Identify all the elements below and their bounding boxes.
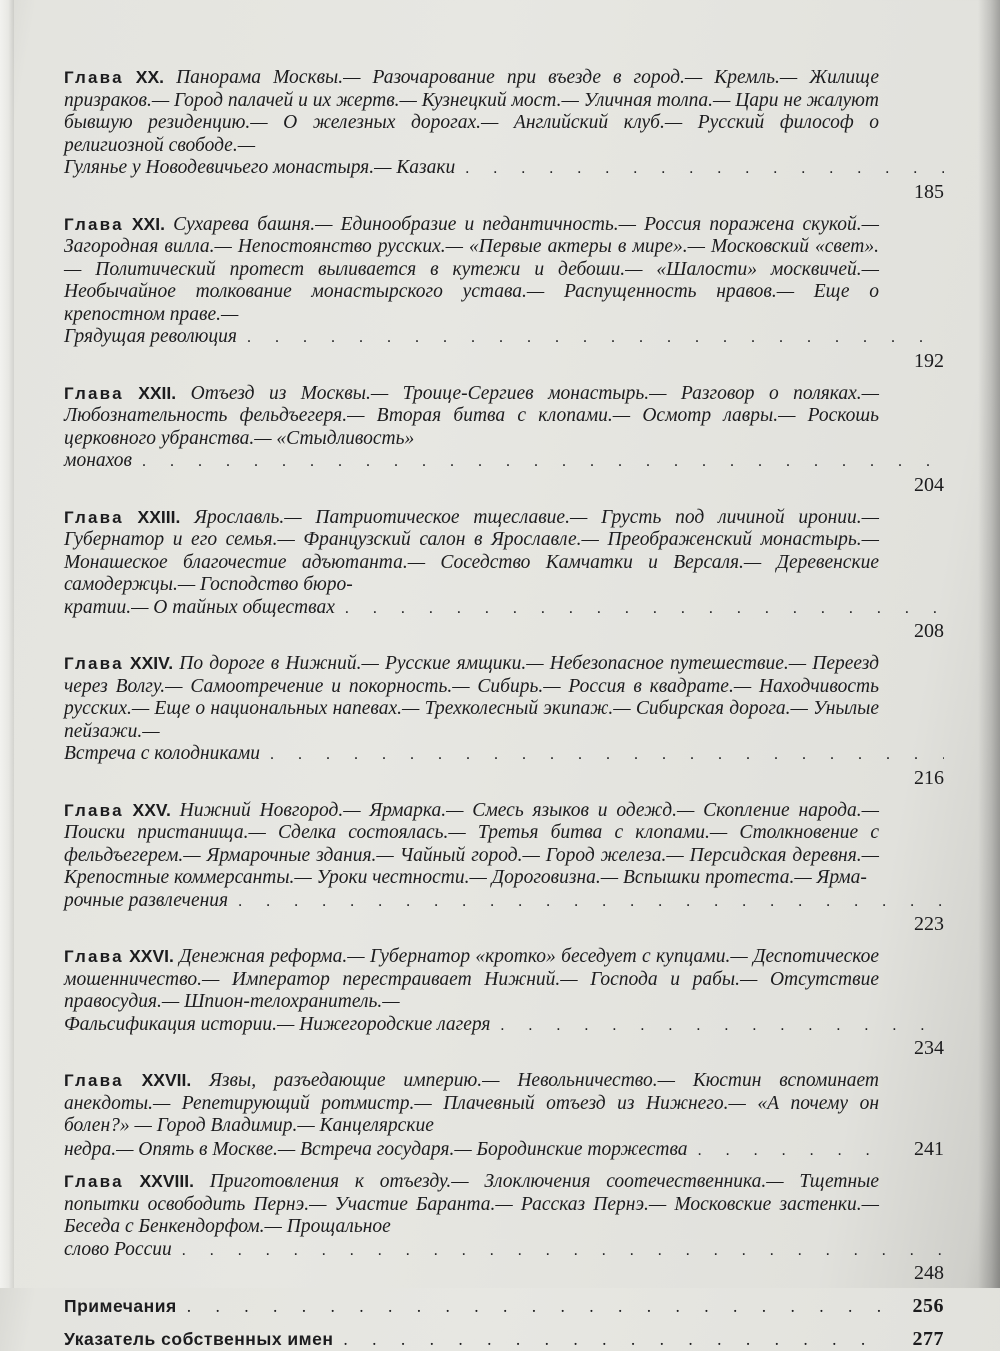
page-number: 192 xyxy=(914,349,944,372)
chapter-label: Глава xyxy=(64,214,124,234)
toc-entry-chapter-25 xyxy=(64,799,944,937)
chapter-number: XXI. xyxy=(131,213,165,234)
chapter-summary: Отъезд из Москвы.— Троице-Сергиев монастырь.— Разговор о поляках.— Любознательность фельдъегеря.— Вторая битва с клопами.— Осмотр лавры.— Роскошь церковного убранства.— «Стыдливость» xyxy=(64,382,880,449)
toc-entry-chapter-21 xyxy=(64,213,944,373)
chapter-summary-last-line: рочные развлечения xyxy=(64,889,229,911)
toc-entry-chapter-23 xyxy=(64,506,944,644)
page-number: 185 xyxy=(914,180,944,203)
chapter-label: Глава xyxy=(64,68,124,87)
leader-dots xyxy=(187,1296,884,1317)
notes-title: Примечания xyxy=(64,1296,177,1316)
toc-entry-chapter-26 xyxy=(64,945,944,1060)
book-gutter-shadow xyxy=(978,0,1000,1288)
leader-dots xyxy=(247,329,944,347)
chapter-summary: Панорама Москвы.— Разочарование при въезде в город.— Кремль.— Жилище призраков.— Город палачей и их жертв.— Кузнецкий мост.— Уличная толпа.— Цари не жалуют бывшую резиденцию.— О железных дорогах.— Английский клуб.— Русский философ о религиозной свободе.— xyxy=(64,67,879,156)
toc-entry-chapter-28 xyxy=(64,1170,944,1285)
leader-dots xyxy=(238,893,944,911)
chapter-number: XX. xyxy=(135,67,165,87)
chapter-summary-last-line: Грядущая революция xyxy=(64,326,237,347)
chapter-label: Глава xyxy=(64,1172,124,1191)
chapter-summary-last-line: слово России xyxy=(64,1238,172,1260)
chapter-summary-last-line: Фальсификация истории.— Нижегородские лагеря xyxy=(64,1013,491,1035)
chapter-number: XXV. xyxy=(132,799,171,820)
page-number: 216 xyxy=(914,766,944,789)
chapter-number: XXII. xyxy=(138,382,177,403)
page-number: 234 xyxy=(914,1037,944,1059)
page-number: 248 xyxy=(914,1262,944,1284)
leader-dots xyxy=(698,1142,884,1160)
chapter-number: XXIV. xyxy=(129,653,174,673)
chapter-summary-last-line: монахов xyxy=(64,450,133,471)
toc-entry-chapter-24 xyxy=(64,652,944,790)
page-number: 241 xyxy=(914,1137,944,1160)
chapter-summary-last-line: Встреча с колодниками xyxy=(64,743,260,764)
chapter-summary-last-line: недра.— Опять в Москве.— Встреча государя.— Бородинские торжества xyxy=(64,1138,688,1160)
chapter-label: Глава xyxy=(64,383,124,403)
chapter-label: Глава xyxy=(64,507,124,527)
leader-dots xyxy=(500,1017,944,1035)
toc-entry-notes xyxy=(64,1295,944,1318)
leader-dots xyxy=(182,1242,944,1260)
chapter-number: XXVI. xyxy=(129,946,174,966)
leader-dots xyxy=(270,746,944,764)
chapter-summary: Денежная реформа.— Губернатор «кротко» беседует с купцами.— Деспотическое мошенничество.— Император перестраивает Нижний.— Господа и рабы.— Отсутствие правосудия.— Шпион-телохранитель.— xyxy=(64,946,880,1012)
chapter-number: XXIII. xyxy=(137,506,181,527)
chapter-summary: Язвы, разъедающие империю.— Невольничество.— Кюстин вспоминает анекдоты.— Репетирующий ротмистр.— Плачевный отъезд из Нижнего.— «А почему он болен?» — Город Владимир.— Канцелярские xyxy=(64,1070,880,1136)
toc-entry-chapter-27 xyxy=(64,1069,944,1161)
leader-dots xyxy=(142,453,944,471)
chapter-number: XXVIII. xyxy=(139,1171,194,1191)
chapter-summary: По дороге в Нижний.— Русские ямщики.— Небезопасное путешествие.— Переезд через Волгу.— Самоотречение и покорность.— Сибирь.— Россия в квадрате.— Находчивость русских.— Еще о национальных напевах.— Трехколесный экипаж.— Сибирская дорога.— Унылые пейзажи.— xyxy=(64,653,880,742)
page-left-edge xyxy=(0,0,14,1288)
chapter-summary: Приготовления к отъезду.— Злоключения соотечественника.— Тщетные попытки освободить Пернэ.— Участие Баранта.— Рассказ Пернэ.— Московские застенки.— Беседа с Бенкендорфом.— Прощальное xyxy=(64,1171,879,1237)
table-of-contents xyxy=(64,66,944,1351)
chapter-summary: Ярославль.— Патриотическое тщеславие.— Грусть под личиной иронии.— Губернатор и его семья.— Французский салон в Ярославле.— Преображенский монастырь.— Монашеское благочестие адъютанта.— Соседство Камчатки и Версаля.— Деревенские самодержцы.— Господство бюро- xyxy=(64,506,879,595)
name-index-title: Указатель собственных имен xyxy=(64,1329,334,1349)
page-number: 256 xyxy=(912,1295,944,1317)
toc-entry-chapter-22 xyxy=(64,382,944,497)
chapter-label: Глава xyxy=(64,947,124,966)
leader-dots xyxy=(465,160,944,178)
leader-dots xyxy=(345,600,944,618)
page-number: 204 xyxy=(914,473,944,496)
toc-entry-name-index xyxy=(64,1328,944,1351)
page-number: 277 xyxy=(912,1328,944,1350)
chapter-label: Глава xyxy=(64,800,124,820)
chapter-summary: Нижний Новгород.— Ярмарка.— Смесь языков и одежд.— Скопление народа.— Поиски пристанища.— Сделка состоялась.— Третья битва с клопами.— Столкновение с фельдъегерем.— Ярмарочные здания.— Чайный город.— Город железа.— Персидская деревня.— Крепостные коммерсанты.— Уроки честности.— Дороговизна.— Вспышки протеста.— Ярма- xyxy=(64,799,880,888)
toc-entry-chapter-20 xyxy=(64,66,944,204)
chapter-summary-last-line: кратии.— О тайных обществах xyxy=(64,596,335,618)
chapter-summary: Сухарева башня.— Единообразие и педантичность.— Россия поражена скукой.— Загородная вилла.— Непостоянство русских.— «Первые актеры в мире».— Московский «свет».— Политический протест выливается в кутежи и дебоши.— «Шалости» москвичей.— Необычайное толкование монастырского устава.— Распущенность нравов.— Еще о крепостном праве.— xyxy=(64,213,880,325)
chapter-summary-last-line: Гулянье у Новодевичьего монастыря.— Казаки xyxy=(64,157,456,178)
page-number: 223 xyxy=(914,913,944,935)
page-number: 208 xyxy=(914,620,944,642)
chapter-number: XXVII. xyxy=(141,1070,192,1090)
chapter-label: Глава xyxy=(64,1071,124,1090)
leader-dots xyxy=(343,1329,884,1350)
chapter-label: Глава xyxy=(64,654,124,673)
